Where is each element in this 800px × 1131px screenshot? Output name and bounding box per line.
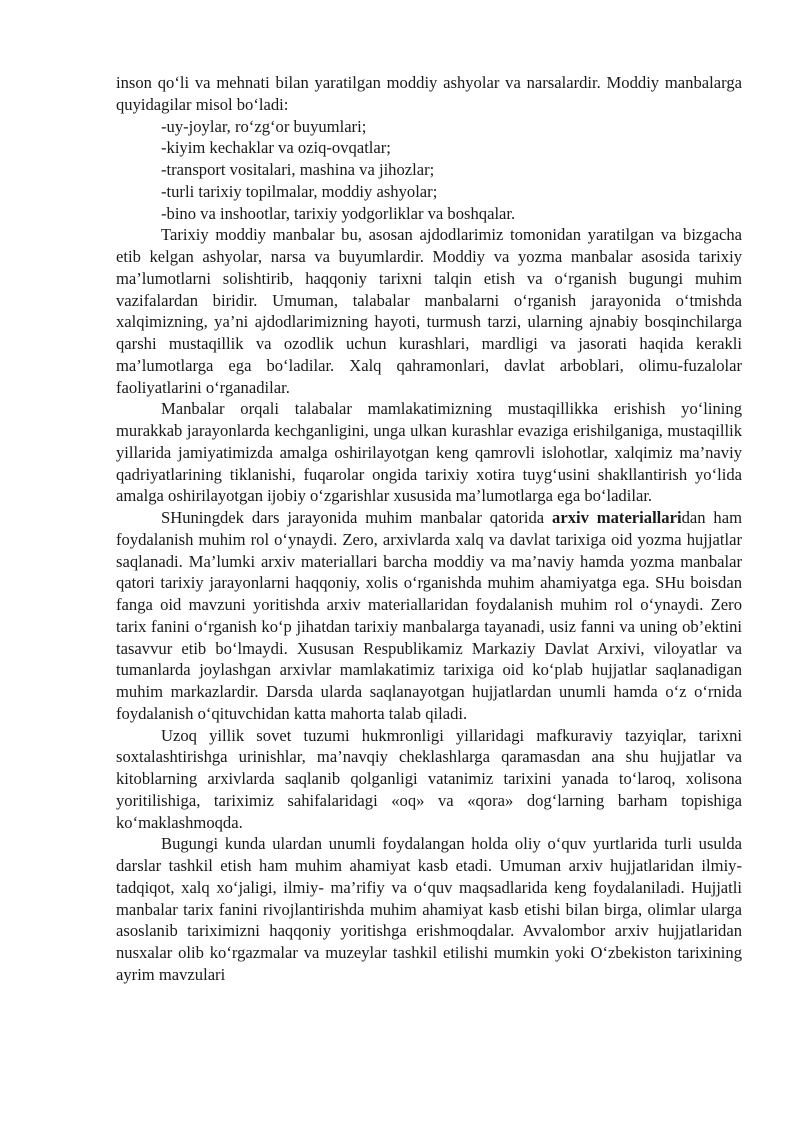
list-item: -transport vositalari, mashina va jihozlar; (161, 160, 435, 179)
archive-materials-bold-term: arxiv materiallari (552, 508, 682, 527)
list-item: -turli tarixiy topilmalar, moddiy ashyolar; (161, 181, 438, 201)
paragraph-archive-start: SHuningdek dars jarayonida muhim manbalar qatorida (161, 508, 553, 527)
paragraph-present-day-use: Bugungi kunda ulardan unumli foydalangan holda oliy o‘quv yurtlarida turli usulda darslar tashkil etish ham muhim ahamiyat kasb etadi. Umuman arxiv hujjatlaridan ilmiy-tadqiqot, xalq xo‘jaligi, ilmiy- ma’rifiy va o‘quv maqsadlarida keng foydalaniladi. Hujjatli manbalar tarix fanini rivojlantirishda muhim ahamiyat kasb etishi bilan birga, olimlar ularga asoslanib tariximizni haqqoniy yoritishga erishmoqdalar. Avvalombor arxiv hujjatlaridan nusxalar olib ko‘rgazmalar va muzeylar tashkil etilishi mumkin yoki O‘zbekiston tarixining ayrim mavzulari (116, 834, 742, 984)
list-item: -bino va inshootlar, tarixiy yodgorliklar va boshqalar. (161, 203, 516, 223)
paragraph-historical-material-sources: Tarixiy moddiy manbalar bu, asosan ajdodlarimiz tomonidan yaratilgan va bizgacha etib kelgan ashyolar, narsa va buyumlardir. Moddiy va yozma manbalar asosida tarixiy ma’lumotlarni solishtirib, haqqoniy tarixni talqin etish va o‘rganish bugungi muhim vazifalardan biridir. Umuman, talabalar manbalarni o‘rganish jarayonida o‘tmishda xalqimizning, ya’ni ajdodlarimizning hayoti, turmush tarzi, ularning ajnabiy bosqinchilarga qarshi mustaqillik va ozodlik uchun kurashlari, mardligi va jasorati haqida kerakli ma’lumotlarga ega bo‘ladilar. Xalq qahramonlari, davlat arboblari, olimu-fuzalolar faoliyatlarini o‘rganadilar. (116, 225, 742, 397)
paragraph-soviet-era: Uzoq yillik sovet tuzumi hukmronligi yillaridagi mafkuraviy tazyiqlar, tarixni soxtalashtirishga urinishlar, ma’navqiy cheklashlarga qaramasdan ana shu hujjatlar va kitoblarning arxivlarda saqlanib qolganligi vatanimiz tarixini yanada to‘laroq, xolisona yoritilishiga, tariximiz sahifalaridagi «oq» va «qora» dog‘larning barham topishiga ko‘maklashmoqda. (116, 725, 742, 832)
paragraph-independence-sources: Manbalar orqali talabalar mamlakatimizning mustaqillikka erishish yo‘lining murakkab jarayonlarda kechganligini, unga ulkan kurashlar evaziga erishilganiga, mustaqillik yillarida jamiyatimizda amalga oshirilayotgan keng qamrovli islohotlar, xalqimiz ma’naviy qadriyatlarining tiklanishi, fuqarolar ongida tarixiy xotira tuyg‘usini shakllantirish yo‘lida amalga oshirilayotgan ijobiy o‘zgarishlar xususida ma’lumotlarga ega bo‘ladilar. (116, 399, 742, 506)
paragraph-archive-materials (116, 507, 742, 725)
paragraph-archive-rest: dan ham foydalanish muhim rol o‘ynaydi. Zero, arxivlarda xalq va davlat tarixiga oid yozma hujjatlar saqlanadi. Ma’lumki arxiv materiallari barcha moddiy va ma’naviy hamda yozma manbalar qatori tarixiy jarayonlarni haqqoniy, xolis o‘rganishda muhim ahamiyatga ega. SHu boisdan fanga oid mavzuni yoritishda arxiv materiallaridan foydalanish muhim rol o‘ynaydi. Zero tarix fanini o‘rganish ko‘p jihatdan tarixiy manbalarga tayanadi, usiz fanni va uning ob’ektini tasavvur etib bo‘lmaydi. Xususan Respublikamiz Markaziy Davlat Arxivi, viloyatlar va tumanlarda joylashgan arxivlar mamlakatimiz tarixiga oid ko‘plab hujjatlar saqlanadigan muhim markazlardir. Darsda ularda saqlanayotgan hujjatlardan unumli hamda o‘z o‘rnida foydalanish o‘qituvchidan katta mahorta talab qiladi. (116, 508, 742, 723)
list-item: -uy-joylar, ro‘zg‘or buyumlari; (161, 116, 367, 136)
material-sources-list (116, 116, 742, 225)
intro-paragraph: inson qo‘li va mehnati bilan yaratilgan moddiy ashyolar va narsalardir. Moddiy manbalarga quyidagilar misol bo‘ladi: (116, 73, 742, 114)
list-item: -kiyim kechaklar va oziq-ovqatlar; (161, 138, 391, 158)
